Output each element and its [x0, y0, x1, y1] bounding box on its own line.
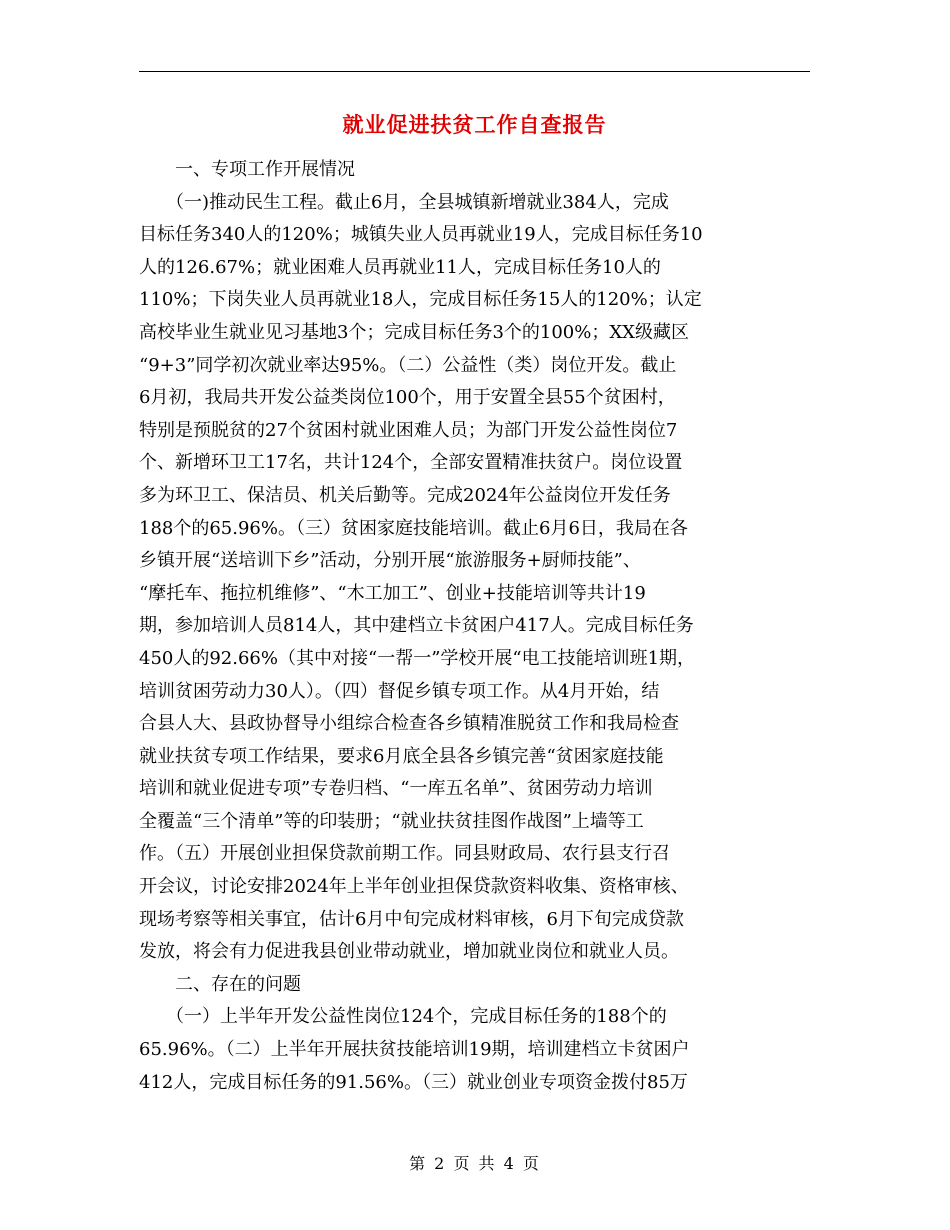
body-line: 期，参加培训人员814人，其中建档立卡贫困户417人。完成目标任务 — [139, 615, 694, 637]
body-line: 乡镇开展“送培训下乡”活动，分别开展“旅游服务+厨师技能”、 — [139, 550, 641, 572]
body-line: 现场考察等相关事宜，估计6月中旬完成材料审核，6月下旬完成贷款 — [139, 908, 684, 930]
body-line: 合县人大、县政协督导小组综合检查各乡镇精准脱贫工作和我局检查 — [139, 713, 679, 735]
body-line: 450人的92.66%（其中对接“一帮一”学校开展“电工技能培训班1期， — [139, 647, 696, 669]
body-line: 全覆盖“三个清单”等的印装册；“就业扶贫挂图作战图”上墙等工 — [139, 810, 644, 832]
body-line: 培训和就业促进专项”专卷归档、“一库五名单”、贫困劳动力培训 — [139, 778, 653, 800]
header-rule — [139, 71, 810, 72]
body-line: （一）上半年开发公益性岗位124个，完成目标任务的188个的 — [139, 1006, 667, 1028]
page-number: 第 2 页 共 4 页 — [409, 1154, 541, 1173]
body-line: 6月初，我局共开发公益类岗位100个，用于安置全县55个贫困村， — [139, 387, 676, 409]
body-line: “9+3”同学初次就业率达95%。（二）公益性（类）岗位开发。截止 — [139, 354, 677, 376]
body-line: 人的126.67%；就业困难人员再就业11人，完成目标任务10人的 — [139, 256, 661, 278]
body-line: 65.96%。（二）上半年开展扶贫技能培训19期，培训建档立卡贫困户 — [139, 1039, 690, 1061]
body-line: 培训贫困劳动力30人）。（四）督促乡镇专项工作。从4月开始，结 — [139, 680, 660, 702]
document-body — [139, 154, 810, 1099]
body-line: “摩托车、拖拉机维修”、“木工加工”、创业+技能培训等共计19 — [139, 582, 646, 604]
body-line: 412人，完成目标任务的91.56%。（三）就业创业专项资金拨付85万 — [139, 1071, 688, 1093]
body-line: 作。（五）开展创业担保贷款前期工作。同县财政局、农行县支行召 — [139, 843, 670, 865]
body-line: 多为环卫工、保洁员、机关后勤等。完成2024年公益岗位开发任务 — [139, 484, 671, 506]
body-line: 二、存在的问题 — [139, 973, 301, 995]
document-title: 就业促进扶贫工作自查报告 — [342, 112, 607, 137]
body-line: 110%；下岗失业人员再就业18人，完成目标任务15人的120%；认定 — [139, 289, 702, 311]
body-line: 高校毕业生就业见习基地3个；完成目标任务3个的100%；XX级藏区 — [139, 321, 689, 343]
body-line: 一、专项工作开展情况 — [139, 159, 355, 180]
body-line: 发放，将会有力促进我县创业带动就业，增加就业岗位和就业人员。 — [139, 941, 679, 963]
body-line: 目标任务340人的120%；城镇失业人员再就业19人，完成目标任务10 — [139, 224, 703, 246]
body-line: 就业扶贫专项工作结果，要求6月底全县各乡镇完善“贫困家庭技能 — [139, 745, 664, 767]
body-line: 个、新增环卫工17名，共计124个，全部安置精准扶贫户。岗位设置 — [139, 452, 683, 474]
body-line: （一)推动民生工程。截止6月，全县城镇新增就业384人，完成 — [139, 191, 669, 213]
body-line: 188个的65.96%。（三）贫困家庭技能培训。截止6月6日，我局在各 — [139, 517, 688, 539]
body-line: 特别是预脱贫的27个贫困村就业困难人员；为部门开发公益性岗位7 — [139, 419, 678, 441]
body-line: 开会议，讨论安排2024年上半年创业担保贷款资料收集、资格审核、 — [139, 876, 689, 898]
